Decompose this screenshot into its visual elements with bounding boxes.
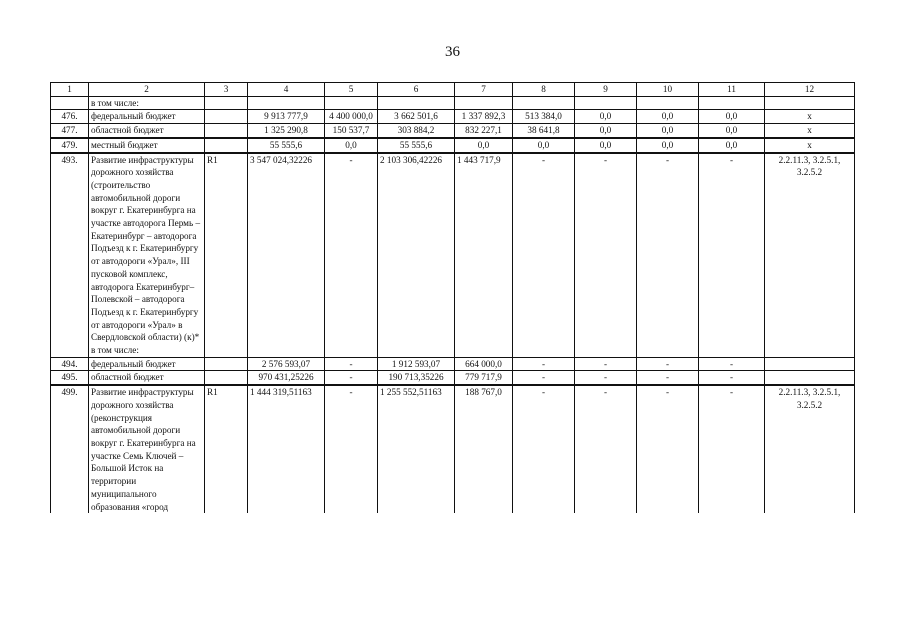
row-number: 479. — [51, 138, 89, 153]
cell: 1 443 717,9 — [455, 153, 513, 358]
cell: 3 662 501,6 — [378, 110, 455, 124]
row-label: местный бюджет — [89, 138, 205, 153]
row-number: 499. — [51, 385, 89, 513]
row-number: 493. — [51, 153, 89, 358]
cell: x — [765, 110, 855, 124]
header-cell: 1 — [51, 83, 89, 97]
cell: - — [325, 153, 378, 358]
cell — [765, 371, 855, 385]
cell — [699, 96, 765, 110]
cell: - — [637, 385, 699, 513]
cell: 2 576 593,07 — [248, 357, 325, 371]
cell: - — [513, 385, 575, 513]
cell: 1 325 290,8 — [248, 124, 325, 138]
cell: 55 555,6 — [378, 138, 455, 153]
row-label: областной бюджет — [89, 124, 205, 138]
cell: 1 255 552,51163 — [378, 385, 455, 513]
cell: - — [575, 357, 637, 371]
cell: 2 103 306,42226 — [378, 153, 455, 358]
budget-table — [50, 82, 855, 513]
cell: 832 227,1 — [455, 124, 513, 138]
row-number: 494. — [51, 357, 89, 371]
cell: - — [699, 385, 765, 513]
table-row — [51, 124, 855, 138]
cell: - — [637, 357, 699, 371]
cell: - — [699, 371, 765, 385]
row-label-subheading: в том числе: — [91, 345, 139, 356]
cell — [513, 96, 575, 110]
header-cell: 6 — [378, 83, 455, 97]
cell: 0,0 — [575, 138, 637, 153]
row-label — [89, 153, 205, 358]
table-row — [51, 96, 855, 110]
cell: R1 — [205, 153, 248, 358]
cell: - — [513, 371, 575, 385]
header-cell: 9 — [575, 83, 637, 97]
cell: 0,0 — [699, 138, 765, 153]
cell: 190 713,35226 — [378, 371, 455, 385]
cell — [248, 96, 325, 110]
cell — [205, 371, 248, 385]
cell: 4 400 000,0 — [325, 110, 378, 124]
cell: - — [575, 371, 637, 385]
table-row — [51, 138, 855, 153]
row-label: федеральный бюджет — [89, 110, 205, 124]
row-number: 476. — [51, 110, 89, 124]
cell: 0,0 — [455, 138, 513, 153]
cell: 0,0 — [637, 110, 699, 124]
header-cell: 3 — [205, 83, 248, 97]
cell — [378, 96, 455, 110]
row-label: Развитие инфраструктуры дорожного хозяйства (реконструкция автомобильной дороги вокруг г. Екатеринбурга на участке Семь Ключей – Большой Исток на территории муниципального образования «город — [89, 385, 205, 513]
cell: 188 767,0 — [455, 385, 513, 513]
cell: 2.2.11.3, 3.2.5.1, 3.2.5.2 — [765, 385, 855, 513]
cell: 779 717,9 — [455, 371, 513, 385]
cell: - — [575, 153, 637, 358]
cell: 150 537,7 — [325, 124, 378, 138]
cell: x — [765, 124, 855, 138]
header-cell: 11 — [699, 83, 765, 97]
header-cell: 10 — [637, 83, 699, 97]
cell: R1 — [205, 385, 248, 513]
cell — [575, 96, 637, 110]
cell: 303 884,2 — [378, 124, 455, 138]
header-cell: 4 — [248, 83, 325, 97]
cell: x — [765, 138, 855, 153]
cell: 0,0 — [637, 124, 699, 138]
header-cell: 7 — [455, 83, 513, 97]
table-row — [51, 110, 855, 124]
header-cell: 8 — [513, 83, 575, 97]
cell: - — [637, 371, 699, 385]
cell — [637, 96, 699, 110]
cell: 1 912 593,07 — [378, 357, 455, 371]
cell: 2.2.11.3, 3.2.5.1, 3.2.5.2 — [765, 153, 855, 358]
cell: 664 000,0 — [455, 357, 513, 371]
row-label: областной бюджет — [89, 371, 205, 385]
page-number: 36 — [445, 44, 460, 60]
cell: 0,0 — [699, 124, 765, 138]
cell: 970 431,25226 — [248, 371, 325, 385]
cell: - — [325, 371, 378, 385]
row-number: 477. — [51, 124, 89, 138]
cell — [765, 96, 855, 110]
cell — [205, 357, 248, 371]
cell: 0,0 — [325, 138, 378, 153]
table-header-row — [51, 83, 855, 97]
cell — [455, 96, 513, 110]
table-row — [51, 153, 855, 358]
cell: - — [513, 153, 575, 358]
cell: 0,0 — [513, 138, 575, 153]
row-number: 495. — [51, 371, 89, 385]
header-cell: 5 — [325, 83, 378, 97]
cell: 1 337 892,3 — [455, 110, 513, 124]
row-number — [51, 96, 89, 110]
cell — [325, 96, 378, 110]
cell: 1 444 319,51163 — [248, 385, 325, 513]
cell: 3 547 024,32226 — [248, 153, 325, 358]
row-label-text: Развитие инфраструктуры дорожного хозяйства (строительство автомобильной дороги вокруг г. Екатеринбурга на участке автодорога Пермь – Екатеринбург – автодорога Подъезд к г. Екатеринбургу от автодороги «Урал», III пусковой комплекс, автодорога Екатеринбург– Полевской – автодорога Подъезд к г. Екатеринбургу от автодороги «Урал» в Свердловской области) (к)* — [91, 154, 201, 343]
cell: - — [575, 385, 637, 513]
table-row — [51, 371, 855, 385]
cell: - — [699, 357, 765, 371]
cell: 0,0 — [699, 110, 765, 124]
cell — [765, 357, 855, 371]
header-cell: 2 — [89, 83, 205, 97]
cell: 0,0 — [637, 138, 699, 153]
cell: - — [513, 357, 575, 371]
cell: 9 913 777,9 — [248, 110, 325, 124]
cell — [205, 124, 248, 138]
table-row — [51, 357, 855, 371]
row-label: федеральный бюджет — [89, 357, 205, 371]
cell: - — [325, 385, 378, 513]
cell: - — [699, 153, 765, 358]
cell: - — [325, 357, 378, 371]
row-label: в том числе: — [89, 96, 205, 110]
cell: - — [637, 153, 699, 358]
cell — [205, 96, 248, 110]
header-cell: 12 — [765, 83, 855, 97]
cell — [205, 138, 248, 153]
cell: 513 384,0 — [513, 110, 575, 124]
cell: 0,0 — [575, 124, 637, 138]
cell: 55 555,6 — [248, 138, 325, 153]
cell — [205, 110, 248, 124]
table-row — [51, 385, 855, 513]
cell: 38 641,8 — [513, 124, 575, 138]
cell: 0,0 — [575, 110, 637, 124]
